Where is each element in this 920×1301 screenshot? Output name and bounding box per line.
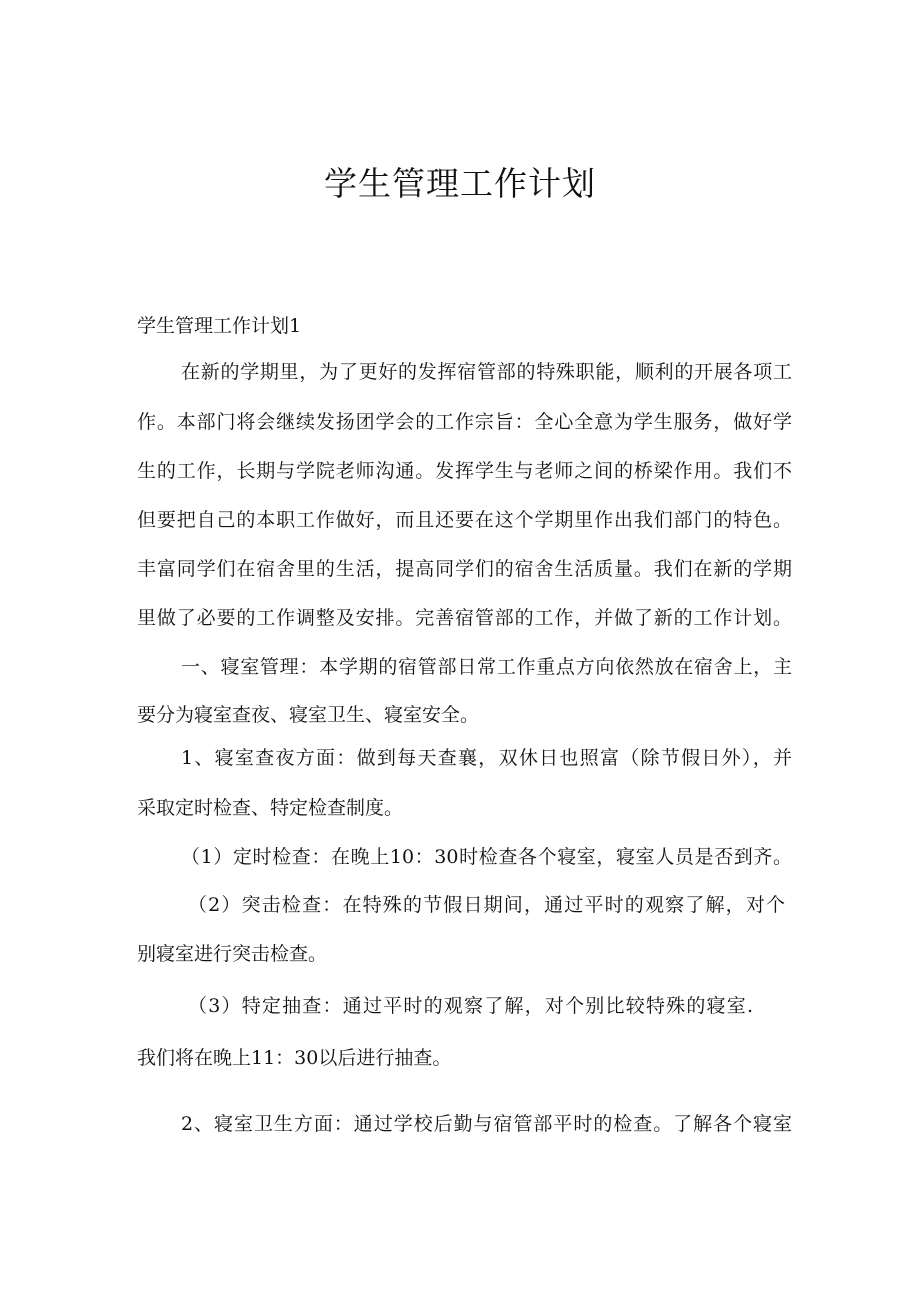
paragraph-1-line-1: 在新的学期里，为了更好的发挥宿管部的特殊职能，顺利的开展各项工 (181, 361, 792, 383)
item-1-line: （1）定时检查：在晚上10：30时检查各个寝室，寝室人员是否到齐。 (181, 846, 792, 868)
paragraph-3-line-2: 采取定时检查、特定检查制度。 (137, 797, 404, 819)
paragraph-2-line-1: 一、寝室管理：本学期的宿管部日常工作重点方向依然放在宿舍上，主 (181, 656, 792, 678)
item-3-line-1: （3）特定抽查：通过平时的观察了解，对个别比较特殊的寝室. (188, 995, 753, 1017)
item-2-line-1: （2）突击检查：在特殊的节假日期间，通过平时的观察了解，对个 (188, 894, 785, 916)
section-heading: 学生管理工作计划1 (137, 315, 302, 337)
paragraph-4-line-1: 2、寝室卫生方面：通过学校后勤与宿管部平时的检查。了解各个寝室 (181, 1113, 792, 1135)
paragraph-1-line-4: 但要把自己的本职工作做好，而且还要在这个学期里作出我们部门的特色。 (137, 509, 792, 531)
item-3-line-2: 我们将在晚上11：30以后进行抽查。 (137, 1047, 452, 1069)
paragraph-1-line-6: 里做了必要的工作调整及安排。完善宿管部的工作，并做了新的工作计划。 (137, 607, 792, 629)
document-title: 学生管理工作计划 (324, 164, 596, 203)
paragraph-3-line-1: 1、寝室查夜方面：做到每天查襄，双休日也照富（除节假日外），并 (181, 747, 792, 769)
paragraph-2-line-2: 要分为寝室查夜、寝室卫生、寝室安全。 (137, 704, 480, 726)
paragraph-1-line-5: 丰富同学们在宿舍里的生活，提高同学们的宿舍生活质量。我们在新的学期 (137, 558, 792, 580)
item-2-line-2: 别寝室进行突击检查。 (137, 943, 328, 965)
paragraph-1-line-2: 作。本部门将会继续发扬团学会的工作宗旨：全心全意为学生服务，做好学 (137, 411, 792, 433)
paragraph-1-line-3: 生的工作，长期与学院老师沟通。发挥学生与老师之间的桥梁作用。我们不 (137, 460, 792, 482)
